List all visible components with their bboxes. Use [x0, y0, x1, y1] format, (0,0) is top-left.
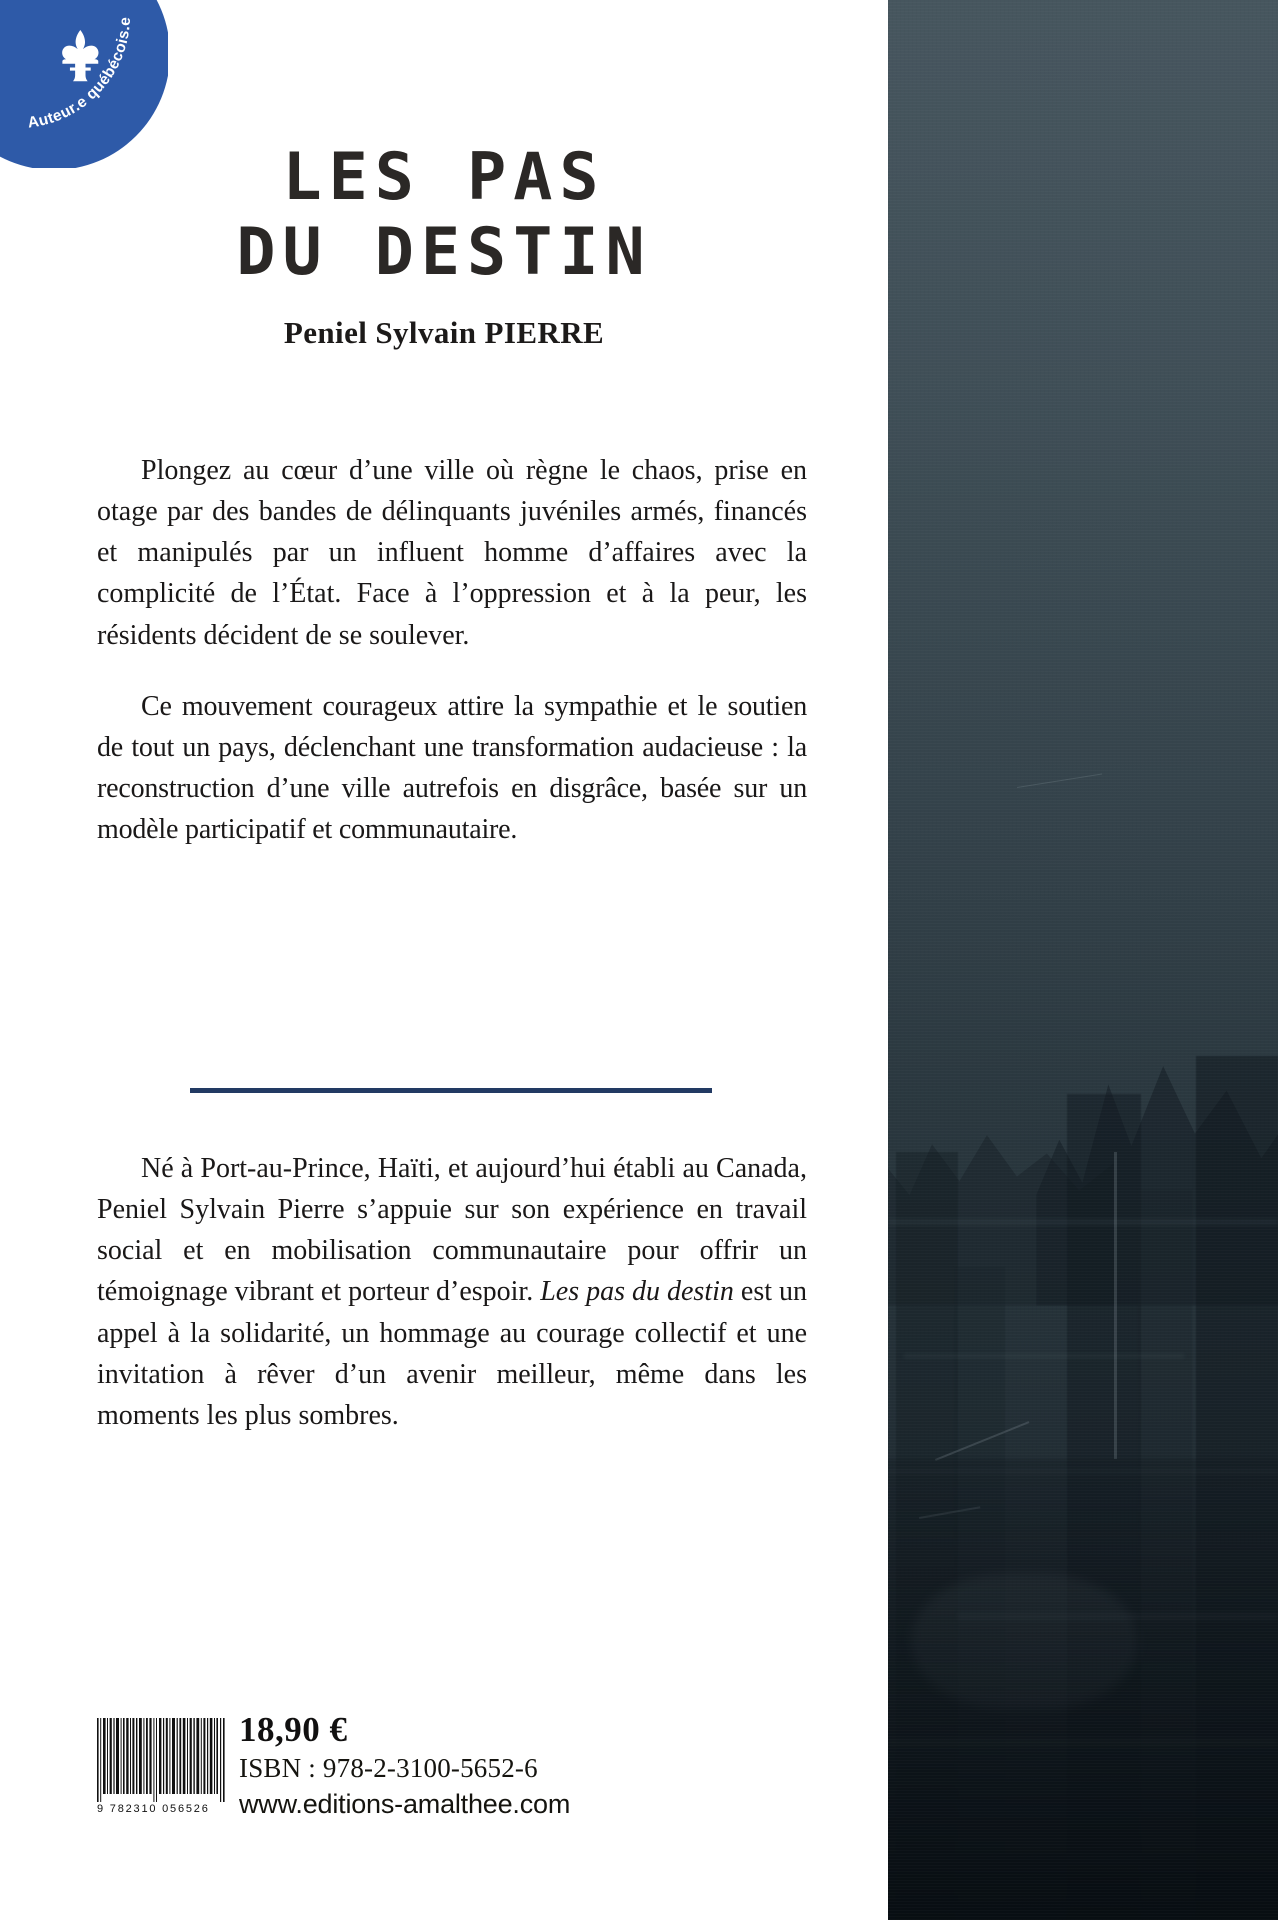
author-bio-section: [97, 1148, 807, 1436]
blurb-paragraph-2: Ce mouvement courageux attire la sympathie et le soutien de tout un pays, déclenchant une transformation audacieuse : la reconstruction d’une ville autrefois en disgrâce, basée sur un modèle participatif et communautaire.: [97, 690, 807, 846]
title-line-1: LES PAS: [282, 140, 606, 215]
quebec-author-badge: [0, 0, 168, 168]
cover-footer: [97, 1710, 817, 1850]
pricing-block: [239, 1710, 570, 1822]
barcode-bars-icon: [97, 1718, 225, 1802]
badge-content: [0, 0, 168, 168]
author-name: Peniel Sylvain PIERRE: [283, 315, 605, 350]
barcode: [97, 1718, 225, 1815]
bio-text-part-1: Né à Port-au-Prince, Haïti, et aujourd’hui établi au Canada, Peniel Sylvain Pierre s’appuie sur son expérience en travail social et en mobilisation communautaire pour offrir un témoignage vibrant et porteur d’espoir.: [97, 1153, 807, 1308]
fleur-de-lis-icon: [62, 30, 98, 81]
barcode-digits: 9 782310 056526: [97, 1803, 210, 1815]
isbn-label: ISBN : 978-2-3100-5652-6: [239, 1753, 538, 1784]
bio-book-title: Les pas du destin: [540, 1276, 734, 1308]
author-bio-paragraph: [97, 1148, 807, 1436]
blurb-section: [97, 450, 807, 880]
badge-label: Auteur.e québécois.e: [26, 16, 135, 132]
price-label: 18,90 €: [239, 1710, 348, 1749]
section-divider: [190, 1088, 712, 1093]
title-line-2: DU DESTIN: [236, 215, 652, 291]
blurb-paragraph-1: Plongez au cœur d’une ville où règne le chaos, prise en otage par des bandes de délinquants juvéniles armés, financés et manipulés par un influent homme d’affaires avec la complicité de l’État. Face à l’oppression et à la peur, les résidents décident de se soulever.: [97, 455, 807, 651]
cover-photo-panel: [888, 0, 1278, 1920]
publisher-website: www.editions-amalthee.com: [239, 1788, 571, 1819]
photo-grain-overlay: [888, 0, 1278, 1920]
bio-text-part-2: est un appel à la solidarité, un hommage au courage collectif et une invitation à rêver d’un avenir meilleur, même dans les moments les plus sombres.: [97, 1276, 807, 1431]
